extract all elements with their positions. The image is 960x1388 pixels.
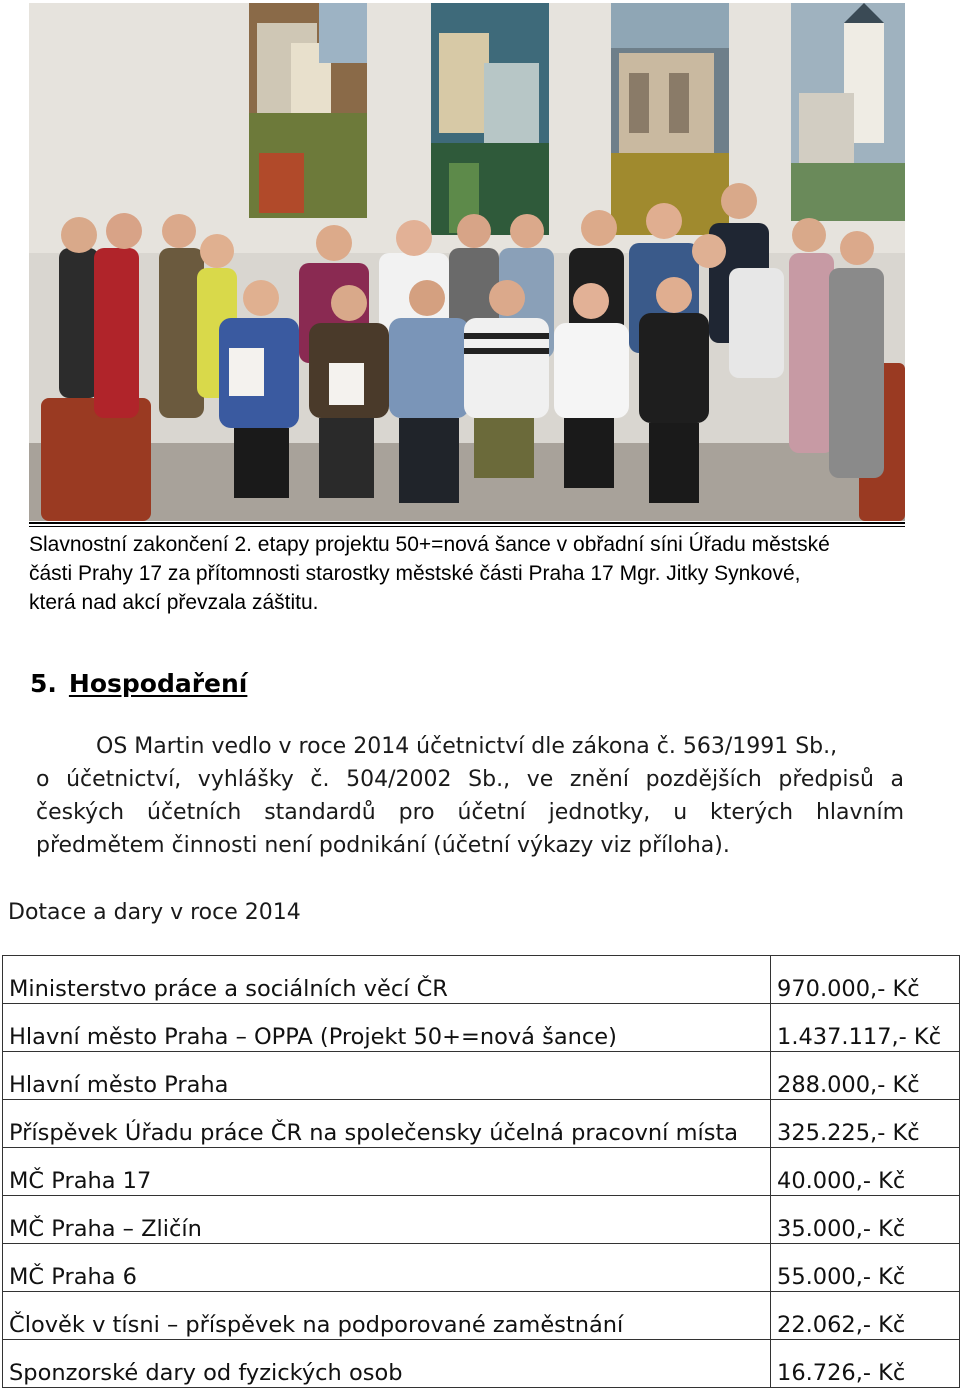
- table-row: [3, 1196, 960, 1244]
- group-photo: [29, 3, 905, 521]
- table-row: [3, 1292, 960, 1340]
- grant-source: Hlavní město Praha: [3, 1052, 771, 1100]
- grant-amount: 22.062,- Kč: [771, 1292, 960, 1340]
- table-row: [3, 1100, 960, 1148]
- grant-source: Ministerstvo práce a sociálních věcí ČR: [3, 956, 771, 1004]
- table-row: [3, 1340, 960, 1388]
- grant-source: MČ Praha 17: [3, 1148, 771, 1196]
- section-number: 5.: [30, 669, 57, 698]
- caption-line: části Prahy 17 za přítomnosti starostky městské části Praha 17 Mgr. Jitky Synkové,: [29, 562, 801, 585]
- table-row: [3, 1148, 960, 1196]
- painting-2: [431, 3, 549, 235]
- paragraph-line: českých účetních standardů pro účetní jednotky, u kterých hlavním: [36, 800, 904, 825]
- grant-amount: 1.437.117,- Kč: [771, 1004, 960, 1052]
- table-row: [3, 1244, 960, 1292]
- photo-divider: [29, 522, 905, 524]
- grant-amount: 55.000,- Kč: [771, 1244, 960, 1292]
- grant-amount: 35.000,- Kč: [771, 1196, 960, 1244]
- grant-amount: 288.000,- Kč: [771, 1052, 960, 1100]
- grant-source: Příspěvek Úřadu práce ČR na společensky účelná pracovní místa: [3, 1100, 771, 1148]
- painting-4: [791, 3, 905, 221]
- grant-source: Sponzorské dary od fyzických osob: [3, 1340, 771, 1388]
- grants-title: Dotace a dary v roce 2014: [8, 900, 301, 925]
- section-heading: [30, 666, 247, 702]
- grants-table: [2, 955, 960, 1388]
- grant-amount: 16.726,- Kč: [771, 1340, 960, 1388]
- grant-amount: 40.000,- Kč: [771, 1148, 960, 1196]
- photo-caption: [29, 530, 909, 617]
- photo-divider-thin: [29, 526, 905, 527]
- photo-illustration: [29, 3, 905, 521]
- grant-source: MČ Praha – Zličín: [3, 1196, 771, 1244]
- grant-source: Člověk v tísni – příspěvek na podporované zaměstnání: [3, 1292, 771, 1340]
- grant-source: Hlavní město Praha – OPPA (Projekt 50+=nová šance): [3, 1004, 771, 1052]
- accounting-paragraph: [36, 730, 904, 862]
- caption-line: Slavnostní zakončení 2. etapy projektu 50+=nová šance v obřadní síni Úřadu městské: [29, 533, 830, 556]
- section-title: Hospodaření: [68, 669, 248, 698]
- paragraph-line: předmětem činnosti není podnikání (účetní výkazy viz příloha).: [36, 833, 730, 858]
- table-row: [3, 956, 960, 1004]
- grant-source: MČ Praha 6: [3, 1244, 771, 1292]
- caption-line: která nad akcí převzala záštitu.: [29, 591, 319, 614]
- table-row: [3, 1052, 960, 1100]
- paragraph-line: o účetnictví, vyhlášky č. 504/2002 Sb., ve znění pozdějších předpisů a: [36, 767, 904, 792]
- grant-amount: 325.225,- Kč: [771, 1100, 960, 1148]
- grant-amount: 970.000,- Kč: [771, 956, 960, 1004]
- paragraph-line: OS Martin vedlo v roce 2014 účetnictví dle zákona č. 563/1991 Sb.,: [96, 734, 838, 759]
- painting-3: [611, 3, 729, 235]
- painting-1: [249, 3, 367, 218]
- table-row: [3, 1004, 960, 1052]
